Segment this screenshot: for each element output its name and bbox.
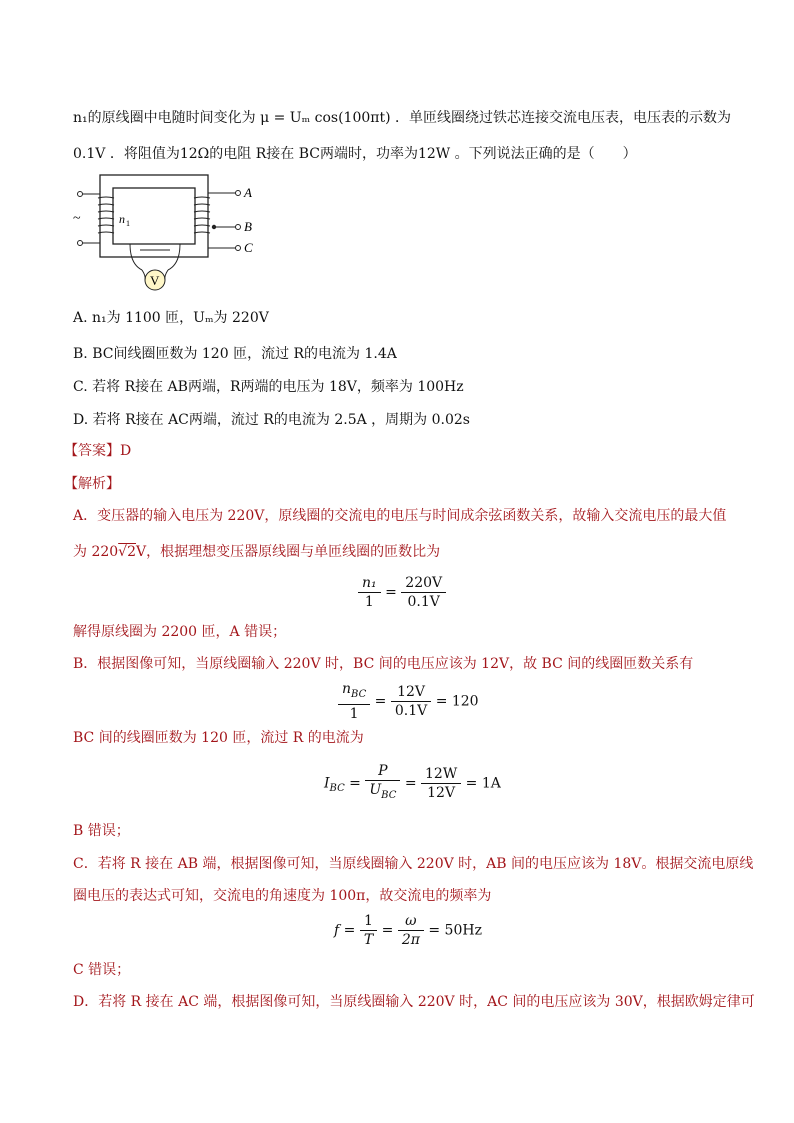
answer-row [64, 441, 131, 461]
analysis-c-conclusion: C 错误； [73, 962, 131, 978]
analysis-a-line-1: A．变压器的输入电压为 220V，原线圈的交流电的电压与时间成余弦函数关系，故输入交流电压的最大值 [73, 508, 727, 524]
analysis-b-line-2: BC 间的线圈匝数为 120 匝，流过 R 的电流为 [73, 730, 364, 746]
primary-terminal-bottom [78, 241, 83, 246]
analysis-c-line-1: C．若将 R 接在 AB 端，根据图像可知，当原线圈输入 220V 时，AB 间的电压应该为 18V。根据交流电原线 [73, 856, 754, 872]
analysis-label: 【解析】 [64, 476, 120, 492]
analysis-c-line-2: 圈电压的表达式可知，交流电的角速度为 100π，故交流电的频率为 [73, 888, 492, 904]
option-a: A. n₁为 1100 匝，Uₘ为 220V [73, 310, 269, 326]
n1-label: n [119, 212, 125, 226]
terminal-c [236, 246, 241, 251]
equation-3: $I_{BC}$ = $\frac{P}{U_{BC}}$ = $\frac{12W}{12V}$ = 1A [324, 763, 501, 801]
equation-1: $\frac{\text{n₁}}{1}$ = $\frac{220V}{0.1V}$ [358, 574, 446, 611]
transformer-diagram [68, 170, 268, 300]
label-c: C [244, 240, 253, 255]
question-line-1: n₁的原线圈中电随时间变化为 μ = Uₘ cos(100πt) ．单匝线圈绕过铁芯连接交流电压表，电压表的示数为 [73, 110, 732, 126]
primary-terminal-top [78, 192, 83, 197]
analysis-d-line-1: D．若将 R 接在 AC 端，根据图像可知，当原线圈输入 220V 时，AC 间的电压应该为 30V，根据欧姆定律可 [73, 994, 755, 1010]
equation-4: f = $\frac{1}{T}$ = $\frac{\omega}{2\pi}$ = 50Hz [334, 913, 482, 948]
core-inner [113, 188, 195, 244]
ac-source-symbol: ~ [73, 211, 81, 226]
terminal-a [236, 191, 241, 196]
analysis-a-conclusion: 解得原线圈为 2200 匝，A 错误； [73, 624, 287, 640]
label-a: A [244, 185, 252, 200]
label-b: B [244, 219, 252, 234]
option-c: C. 若将 R接在 AB两端，R两端的电压为 18V，频率为 100Hz [73, 379, 464, 395]
question-line-2: 0.1V ．将阻值为12Ω的电阻 R接在 BC两端时，功率为12W 。下列说法正确的是（ ） [73, 146, 637, 162]
analysis-b-line-1: B．根据图像可知，当原线圈输入 220V 时，BC 间的电压应该为 12V，故 BC 间的线圈匝数关系有 [73, 656, 694, 672]
analysis-a-line-2: 为 220√2V，根据理想变压器原线圈与单匝线圈的匝数比为 [73, 544, 441, 560]
terminal-b [236, 225, 241, 230]
analysis-b-conclusion: B 错误； [73, 823, 130, 839]
n1-subscript: 1 [126, 219, 130, 228]
sqrt-two: √2 [118, 544, 136, 560]
answer-label: 【答案】 [64, 443, 120, 459]
core-outer [100, 175, 208, 257]
equation-2: $\frac{n_{BC}}{1}$ = $\frac{12V}{0.1V}$ = 120 [338, 680, 479, 723]
option-d: D. 若将 R接在 AC两端，流过 R的电流为 2.5A ，周期为 0.02s [73, 412, 470, 428]
answer-value: D [120, 443, 132, 459]
voltmeter-label: V [150, 273, 160, 288]
option-b: B. BC间线圈匝数为 120 匝，流过 R的电流为 1.4A [73, 346, 397, 362]
